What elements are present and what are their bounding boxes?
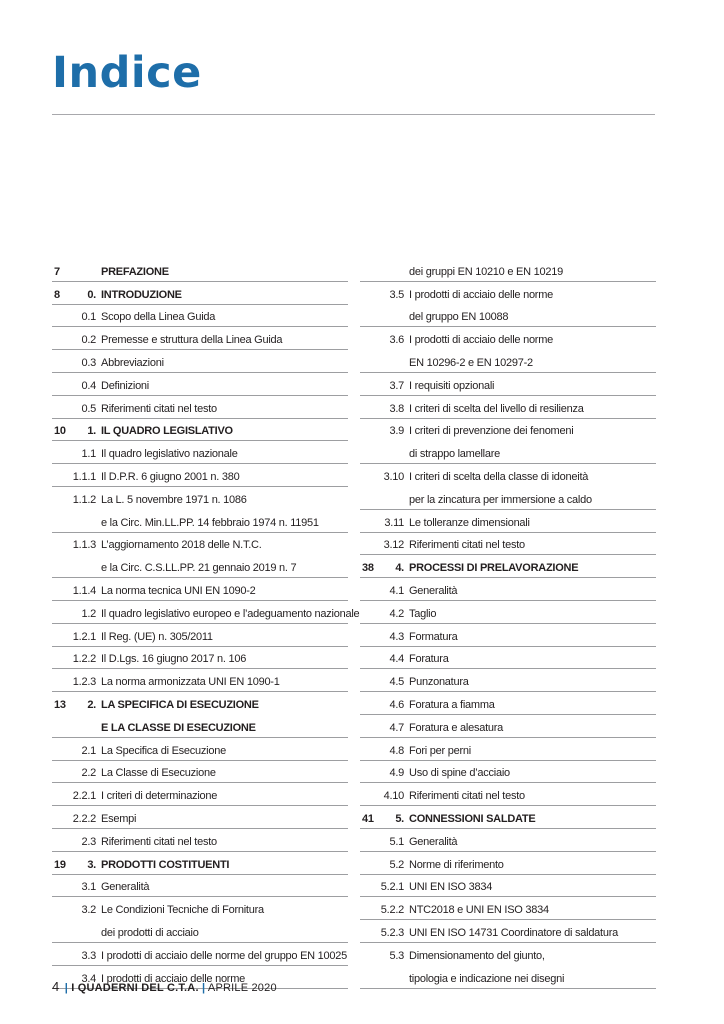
toc-chapter-row[interactable] xyxy=(360,555,656,578)
toc-section-title: Foratura a fiamma xyxy=(409,698,495,711)
toc-section-title: CONNESSIONI SALDATE xyxy=(409,812,536,825)
toc-section-title: I prodotti di acciaio delle norme xyxy=(409,334,553,347)
toc-section-number: 4.1 xyxy=(389,584,404,597)
toc-row[interactable] xyxy=(360,601,656,624)
toc-section-title: Le tolleranze dimensionali xyxy=(409,516,530,529)
toc-section-number: 2.3 xyxy=(81,835,96,848)
toc-row[interactable] xyxy=(52,350,348,373)
toc-row[interactable] xyxy=(360,510,656,533)
toc-section-number: 3.4 xyxy=(81,972,96,985)
toc-section-number: 1.1.1 xyxy=(72,470,96,483)
toc-row[interactable] xyxy=(360,350,656,373)
toc-row[interactable] xyxy=(360,419,656,442)
toc-section-title: PROCESSI DI PRELAVORAZIONE xyxy=(409,562,579,575)
toc-page-number: 19 xyxy=(54,858,66,871)
toc-section-number: 5.3 xyxy=(389,949,404,962)
toc-section-number: 3.1 xyxy=(81,881,96,894)
toc-section-number: 0.2 xyxy=(81,334,96,347)
footer-separator: | xyxy=(201,982,206,994)
toc-section-title: NTC2018 e UNI EN ISO 3834 xyxy=(409,904,549,917)
toc-section-title: tipologia e indicazione nei disegni xyxy=(409,972,565,985)
toc-section-number: 1.1.3 xyxy=(72,539,96,552)
toc-section-number: 3.8 xyxy=(389,402,404,415)
toc-section-number: 0.5 xyxy=(81,402,96,415)
toc-section-title: IL QUADRO LEGISLATIVO xyxy=(101,425,233,438)
toc-section-title: di strappo lamellare xyxy=(409,448,500,461)
toc-row[interactable] xyxy=(52,327,348,350)
toc-section-number: 3.3 xyxy=(81,949,96,962)
toc-section-title: UNI EN ISO 14731 Coordinatore di saldatura xyxy=(409,926,619,939)
toc-row[interactable] xyxy=(360,533,656,556)
toc-row[interactable] xyxy=(52,533,348,556)
toc-row[interactable] xyxy=(360,305,656,328)
toc-section-title: dei gruppi EN 10210 e EN 10219 xyxy=(409,265,563,278)
toc-row[interactable] xyxy=(360,327,656,350)
toc-page-number: 13 xyxy=(54,698,66,711)
toc-row[interactable] xyxy=(360,487,656,510)
toc-section-number: 5.2.1 xyxy=(380,881,404,894)
toc-row[interactable] xyxy=(360,578,656,601)
toc-section-number: 4.7 xyxy=(389,721,404,734)
toc-section-title: dei prodotti di acciaio xyxy=(101,926,199,939)
toc-section-number: 1.2 xyxy=(81,607,96,620)
toc-section-title: I criteri di prevenzione dei fenomeni xyxy=(409,425,574,438)
toc-section-number: 3.6 xyxy=(389,334,404,347)
toc-row[interactable] xyxy=(52,920,348,943)
toc-row[interactable] xyxy=(52,738,348,761)
toc-row[interactable] xyxy=(360,282,656,305)
toc-section-number: 3.9 xyxy=(389,425,404,438)
toc-row[interactable] xyxy=(360,897,656,920)
toc-row[interactable] xyxy=(360,738,656,761)
toc-section-number: 3.5 xyxy=(389,288,404,301)
toc-row[interactable] xyxy=(52,578,348,601)
toc-section-number: 3.11 xyxy=(384,516,404,529)
toc-page-number: 38 xyxy=(362,562,374,575)
toc-page-number: 10 xyxy=(54,425,66,438)
toc-section-number: 1. xyxy=(87,425,96,438)
toc-row[interactable] xyxy=(52,396,348,419)
toc-section-number: 0.4 xyxy=(81,379,96,392)
toc-chapter-row[interactable] xyxy=(52,692,348,715)
toc-section-title: La norma tecnica UNI EN 1090-2 xyxy=(101,584,256,597)
toc-row[interactable] xyxy=(52,601,360,624)
toc-section-title: LA SPECIFICA DI ESECUZIONE xyxy=(101,698,259,711)
toc-section-number: 2.2 xyxy=(81,767,96,780)
toc-row[interactable] xyxy=(52,305,348,328)
toc-section-title: Riferimenti citati nel testo xyxy=(409,790,525,803)
toc-row[interactable] xyxy=(360,647,656,670)
toc-section-title: La L. 5 novembre 1971 n. 1086 xyxy=(101,493,247,506)
toc-section-title: INTRODUZIONE xyxy=(101,288,182,301)
footer-magazine-title: I QUADERNI DEL C.T.A. xyxy=(71,982,199,994)
toc-row[interactable] xyxy=(360,761,656,784)
toc-section-title: Il Reg. (UE) n. 305/2011 xyxy=(101,630,213,643)
toc-section-number: 4.4 xyxy=(389,653,404,666)
toc-section-number: 3.7 xyxy=(389,379,404,392)
toc-section-number: 2.2.2 xyxy=(72,812,96,825)
toc-row[interactable] xyxy=(360,259,656,282)
toc-section-number: 3. xyxy=(87,858,96,871)
toc-row[interactable] xyxy=(360,624,656,647)
toc-section-number: 1.1.4 xyxy=(72,584,96,597)
toc-section-title: I criteri di determinazione xyxy=(101,790,218,803)
toc-section-title: Generalità xyxy=(409,835,458,848)
footer-separator: | xyxy=(64,982,68,994)
toc-row[interactable] xyxy=(360,441,656,464)
toc-chapter-row[interactable] xyxy=(52,259,348,282)
page-footer xyxy=(52,979,277,994)
toc-section-title: e la Circ. Min.LL.PP. 14 febbraio 1974 n. 11951 xyxy=(101,516,319,529)
toc-section-title: I prodotti di acciaio delle norme xyxy=(101,972,245,985)
toc-section-number: 4.8 xyxy=(389,744,404,757)
toc-section-number: 1.2.2 xyxy=(72,653,96,666)
toc-row[interactable] xyxy=(360,464,656,487)
toc-section-number: 4.10 xyxy=(383,790,404,803)
toc-row[interactable] xyxy=(52,783,348,806)
title-rule xyxy=(52,114,655,115)
toc-chapter-row[interactable] xyxy=(52,282,348,305)
toc-row[interactable] xyxy=(360,852,656,875)
toc-row[interactable] xyxy=(52,373,348,396)
toc-chapter-row[interactable] xyxy=(52,419,348,442)
toc-row[interactable] xyxy=(52,441,348,464)
toc-row[interactable] xyxy=(360,966,656,989)
toc-row[interactable] xyxy=(360,669,656,692)
toc-section-title: I prodotti di acciaio delle norme xyxy=(409,288,553,301)
toc-section-number: 3.10 xyxy=(383,470,404,483)
toc-section-title: Norme di riferimento xyxy=(409,858,504,871)
toc-section-title: Foratura xyxy=(409,653,449,666)
toc-section-number: 2.2.1 xyxy=(72,790,96,803)
toc-chapter-row[interactable] xyxy=(52,852,348,875)
toc-section-number: 4. xyxy=(395,562,404,575)
toc-section-title: Il quadro legislativo nazionale xyxy=(101,448,238,461)
toc-section-title: Generalità xyxy=(101,881,150,894)
toc-section-title: del gruppo EN 10088 xyxy=(409,311,509,324)
toc-section-number: 4.6 xyxy=(389,698,404,711)
toc-section-title: Riferimenti citati nel testo xyxy=(409,539,525,552)
toc-section-number: 5.2.2 xyxy=(380,904,404,917)
toc-section-number: 1.2.1 xyxy=(72,630,96,643)
toc-section-title: La norma armonizzata UNI EN 1090-1 xyxy=(101,676,280,689)
toc-row[interactable] xyxy=(52,510,348,533)
toc-section-number: 1.1 xyxy=(81,448,96,461)
toc-section-title: Esempi xyxy=(101,812,137,825)
toc-section-title: Il D.Lgs. 16 giugno 2017 n. 106 xyxy=(101,653,247,666)
toc-section-title: Scopo della Linea Guida xyxy=(101,311,216,324)
toc-section-title: Premesse e struttura della Linea Guida xyxy=(101,334,283,347)
toc-section-number: 3.2 xyxy=(81,904,96,917)
toc-section-number: 0. xyxy=(87,288,96,301)
toc-row[interactable] xyxy=(52,487,348,510)
toc-section-title: Foratura e alesatura xyxy=(409,721,504,734)
toc-row[interactable] xyxy=(52,647,348,670)
toc-section-number: 2. xyxy=(87,698,96,711)
toc-section-title: PREFAZIONE xyxy=(101,265,169,278)
toc-chapter-row[interactable] xyxy=(360,806,656,829)
toc-section-title: E LA CLASSE DI ESECUZIONE xyxy=(101,721,256,734)
toc-row[interactable] xyxy=(52,624,348,647)
footer-issue: APRILE 2020 xyxy=(207,982,277,994)
toc-section-number: 4.5 xyxy=(389,676,404,689)
toc-section-title: UNI EN ISO 3834 xyxy=(409,881,493,894)
toc-row[interactable] xyxy=(52,875,348,898)
toc-page-number: 7 xyxy=(54,265,60,278)
toc-section-number: 5.1 xyxy=(389,835,404,848)
toc-section-number: 3.12 xyxy=(383,539,404,552)
toc-section-title: Definizioni xyxy=(101,379,149,392)
toc-row[interactable] xyxy=(52,943,348,966)
toc-section-title: Dimensionamento del giunto, xyxy=(409,949,545,962)
toc-section-title: Il D.P.R. 6 giugno 2001 n. 380 xyxy=(101,470,240,483)
toc-section-number: 2.1 xyxy=(81,744,96,757)
toc-row[interactable] xyxy=(52,897,348,920)
toc-right-column xyxy=(360,259,656,989)
footer-page-number: 4 xyxy=(52,979,60,994)
toc-row[interactable] xyxy=(52,829,348,852)
toc-row[interactable] xyxy=(360,715,656,738)
toc-section-title: EN 10296-2 e EN 10297-2 xyxy=(409,356,533,369)
toc-section-title: per la zincatura per immersione a caldo xyxy=(409,493,592,506)
toc-section-number: 5.2.3 xyxy=(380,926,404,939)
toc-row[interactable] xyxy=(360,692,656,715)
toc-page-number: 8 xyxy=(54,288,60,301)
toc-section-title: La Specifica di Esecuzione xyxy=(101,744,226,757)
toc-section-title: PRODOTTI COSTITUENTI xyxy=(101,858,230,871)
toc-row[interactable] xyxy=(360,373,656,396)
toc-section-number: 0.3 xyxy=(81,356,96,369)
toc-row[interactable] xyxy=(360,943,656,966)
toc-section-title: Fori per perni xyxy=(409,744,471,757)
toc-section-title: Uso di spine d’acciaio xyxy=(409,767,510,780)
toc-row[interactable] xyxy=(360,829,656,852)
toc-row[interactable] xyxy=(52,761,348,784)
page-title: Indice xyxy=(52,48,202,98)
toc-row[interactable] xyxy=(360,920,656,943)
toc-section-number: 4.9 xyxy=(389,767,404,780)
toc-section-title: Abbreviazioni xyxy=(101,356,164,369)
toc-section-title: I criteri di scelta della classe di idoneità xyxy=(409,470,589,483)
toc-section-number: 0.1 xyxy=(81,311,96,324)
toc-section-title: Le Condizioni Tecniche di Fornitura xyxy=(101,904,264,917)
toc-section-title: L’aggiornamento 2018 delle N.T.C. xyxy=(101,539,262,552)
toc-section-number: 4.2 xyxy=(389,607,404,620)
toc-section-title: e la Circ. C.S.LL.PP. 21 gennaio 2019 n. 7 xyxy=(101,562,297,575)
toc-page-number: 41 xyxy=(362,812,374,825)
toc-row[interactable] xyxy=(360,783,656,806)
toc-section-title: Riferimenti citati nel testo xyxy=(101,402,217,415)
toc-row[interactable] xyxy=(360,875,656,898)
toc-section-title: I prodotti di acciaio delle norme del gruppo EN 10025 xyxy=(101,949,348,962)
toc-row[interactable] xyxy=(52,555,348,578)
toc-row[interactable] xyxy=(52,669,348,692)
toc-section-number: 5.2 xyxy=(389,858,404,871)
toc-section-number: 4.3 xyxy=(389,630,404,643)
toc-section-title: I requisiti opzionali xyxy=(409,379,495,392)
toc-section-number: 1.2.3 xyxy=(72,676,96,689)
toc-row[interactable] xyxy=(52,464,348,487)
toc-section-number: 1.1.2 xyxy=(72,493,96,506)
toc-section-title: Formatura xyxy=(409,630,458,643)
toc-section-title: Il quadro legislativo europeo e l’adeguamento nazionale xyxy=(101,607,360,620)
toc-chapter-row[interactable] xyxy=(52,715,348,738)
toc-section-number: 5. xyxy=(395,812,404,825)
toc-section-title: Taglio xyxy=(409,607,437,620)
toc-section-title: I criteri di scelta del livello di resilienza xyxy=(409,402,584,415)
toc-row[interactable] xyxy=(52,806,348,829)
toc-section-title: La Classe di Esecuzione xyxy=(101,767,216,780)
toc-row[interactable] xyxy=(360,396,656,419)
toc-section-title: Generalità xyxy=(409,584,458,597)
toc-section-title: Punzonatura xyxy=(409,676,469,689)
toc-left-column xyxy=(52,259,360,989)
toc-section-title: Riferimenti citati nel testo xyxy=(101,835,217,848)
